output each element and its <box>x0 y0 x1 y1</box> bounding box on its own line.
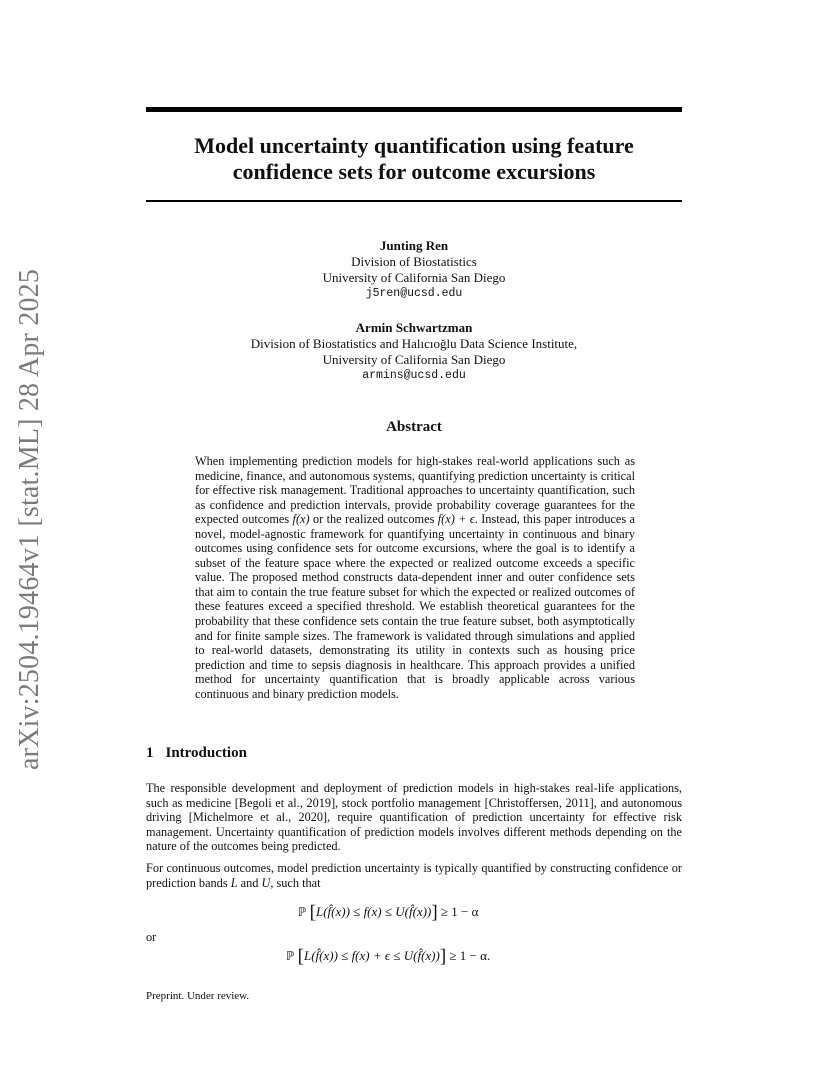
author-affiliation: University of California San Diego <box>322 270 506 285</box>
section-number: 1 <box>146 745 154 761</box>
right-bracket: ] <box>431 902 438 923</box>
abstract-heading: Abstract <box>386 419 442 435</box>
paper-title <box>146 133 682 185</box>
left-bracket: [ <box>309 902 316 923</box>
abstract-body <box>195 454 635 701</box>
abstract-math: f(x) <box>292 512 310 527</box>
preprint-footer: Preprint. Under review. <box>146 990 250 1002</box>
title-bottom-rule <box>146 200 682 202</box>
abstract-text: When implementing prediction models for high-stakes real-world applications such as medicine, finance, and autonomous systems, quantifying prediction uncertainty is critical for effective risk management. Traditional approaches to uncertainty quantification, such as confidence and prediction intervals, provide probability coverage guarantees for the expected outcomes <box>195 454 635 527</box>
abstract-math: f(x) + ϵ <box>437 512 475 527</box>
author-name: Armin Schwartzman <box>355 320 473 335</box>
title-line-2: confidence sets for outcome excursions <box>232 159 596 184</box>
abstract-text: . Instead, this paper introduces a novel, model-agnostic framework for quantifying uncertainty in continuous and binary outcomes using confidence sets for outcome excursions, where the goal is to identify a subset of the feature space where the expected or realized outcome exceeds a specific value. The proposed method constructs data-dependent inner and outer confidence sets that aim to contain the true feature subset for which the expected or realized outcomes of these features exceed a specified threshold. We establish theoretical guarantees for the probability that these confidence sets contain the true feature subset, both asymptotically and for finite sample sizes. The framework is validated through simulations and applied to real-world datasets, demonstrating its utility in contexts such as housing price prediction and time to sepsis diagnosis in healthcare. This approach provides a unified method for uncertainty quantification that is broadly applicable across various continuous and binary prediction models. <box>195 512 635 701</box>
equation-tail: ≥ 1 − α <box>440 904 479 919</box>
left-bracket: [ <box>297 946 304 967</box>
equation-1 <box>298 902 478 924</box>
equation-2 <box>286 946 490 968</box>
intro-paragraph-1: The responsible development and deployment of prediction models in high-stakes real-life applications, such as medicine [Begoli et al., 2019], stock portfolio management [Christoffersen, 2011], and autonomous driving [Michelmore et al., 2020], require quantification of prediction uncertainty for effective risk management. Uncertainty quantification of prediction models involves different methods depending on the nature of the outcomes being predicted. <box>146 781 682 854</box>
equation-body: L(f̂(x)) ≤ f(x) + ϵ ≤ U(f̂(x)) <box>304 948 440 963</box>
probability-symbol: ℙ <box>298 905 307 919</box>
or-connector: or <box>146 930 157 944</box>
equation-body: L(f̂(x)) ≤ f(x) ≤ U(f̂(x)) <box>316 904 432 919</box>
author-block-2 <box>146 320 682 384</box>
author-email[interactable]: armins@ucsd.edu <box>362 369 466 382</box>
author-affiliation: Division of Biostatistics and Halıcıoğlu Data Science Institute, <box>250 336 578 351</box>
title-line-1: Model uncertainty quantification using feature <box>194 133 634 158</box>
paragraph-text: , such that <box>270 875 321 890</box>
math-symbol: L <box>230 875 238 890</box>
author-affiliation: Division of Biostatistics <box>351 254 477 269</box>
paragraph-text: For continuous outcomes, model prediction uncertainty is typically quantified by constructing confidence or prediction bands <box>146 861 682 890</box>
arxiv-side-stamp: arXiv:2504.19464v1 [stat.ML] 28 Apr 2025 <box>14 268 45 770</box>
equation-tail: ≥ 1 − α. <box>449 948 491 963</box>
section-heading <box>146 745 247 762</box>
title-top-rule <box>146 107 682 112</box>
right-bracket: ] <box>439 946 447 967</box>
intro-paragraph-2 <box>146 861 682 890</box>
section-title: Introduction <box>165 745 247 761</box>
abstract-text: or the realized outcomes <box>309 512 438 527</box>
probability-symbol: ℙ <box>286 949 295 963</box>
author-affiliation: University of California San Diego <box>322 352 506 367</box>
author-block-1 <box>146 238 682 302</box>
paragraph-text: and <box>237 875 262 890</box>
author-name: Junting Ren <box>379 238 449 253</box>
author-email[interactable]: j5ren@ucsd.edu <box>365 287 463 300</box>
math-symbol: U <box>261 875 271 890</box>
